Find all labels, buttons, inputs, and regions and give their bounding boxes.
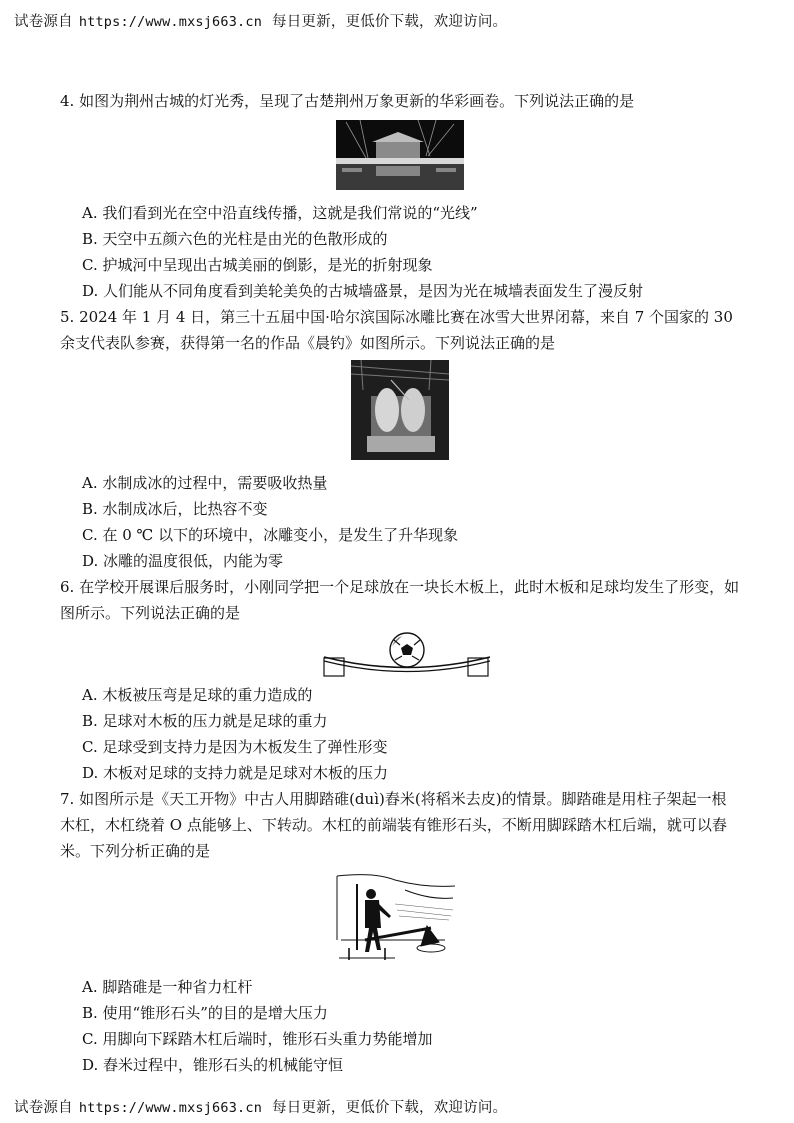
question-5-figure	[60, 360, 740, 460]
page-footer	[14, 1096, 507, 1117]
question-6-option-b: B. 足球对木板的压力就是足球的重力	[82, 712, 328, 730]
question-4-option-b: B. 天空中五颜六色的光柱是由光的色散形成的	[82, 230, 388, 248]
header-url-link[interactable]: https://www.mxsj663.cn	[78, 14, 263, 30]
football-on-board-diagram	[322, 628, 492, 678]
question-4-option-d: D. 人们能从不同角度看到美轮美奂的古城墙盛景，是因为光在城墙表面发生了漫反射	[82, 282, 644, 300]
question-6-option-a: A. 木板被压弯是足球的重力造成的	[82, 686, 313, 704]
question-5-option-b: B. 水制成冰后，比热容不变	[82, 500, 268, 518]
question-4	[60, 88, 740, 304]
page-header	[14, 10, 507, 31]
question-4-option-a: A. 我们看到光在空中沿直线传播，这就是我们常说的“光线”	[82, 204, 478, 222]
question-4-figure	[60, 120, 740, 190]
question-6	[60, 574, 740, 786]
question-7	[60, 786, 740, 1078]
question-5-option-c: C. 在 0 ℃ 以下的环境中，冰雕变小，是发生了升华现象	[82, 526, 459, 544]
foot-pestle-illustration	[335, 870, 457, 966]
question-6-figure	[60, 628, 740, 678]
question-5-stem: 5. 2024 年 1 月 4 日，第三十五届中国·哈尔滨国际冰雕比赛在冰雪大世界闭幕，来自 7 个国家的 30 余支代表队参赛，获得第一名的作品《晨钓》如图所示。下列说法正确的是	[60, 308, 733, 352]
question-7-option-b: B. 使用“锥形石头”的目的是增大压力	[82, 1004, 328, 1022]
question-5-option-a: A. 水制成冰的过程中，需要吸收热量	[82, 474, 328, 492]
question-4-stem: 4. 如图为荆州古城的灯光秀，呈现了古楚荆州万象更新的华彩画卷。下列说法正确的是	[60, 92, 635, 110]
question-5	[60, 304, 740, 574]
question-7-figure	[60, 870, 740, 966]
ice-sculpture-photo	[351, 360, 449, 460]
question-5-option-d: D. 冰雕的温度很低，内能为零	[82, 552, 284, 570]
question-7-option-a: A. 脚踏碓是一种省力杠杆	[82, 978, 253, 996]
question-7-option-c: C. 用脚向下踩踏木杠后端时，锥形石头重力势能增加	[82, 1030, 433, 1048]
question-7-stem: 7. 如图所示是《天工开物》中古人用脚踏碓(duì)舂米(将稻米去皮)的情景。脚踏碓是用柱子架起一根木杠，木杠绕着 O 点能够上、下转动。木杠的前端装有锥形石头，不断用脚踩踏木杠后端，就可以舂米。下列分析正确的是	[60, 790, 727, 860]
question-4-option-c: C. 护城河中呈现出古城美丽的倒影，是光的折射现象	[82, 256, 433, 274]
footer-source-label: 试卷源自	[14, 1100, 73, 1116]
question-6-option-c: C. 足球受到支持力是因为木板发生了弹性形变	[82, 738, 388, 756]
header-slogan: 每日更新，更低价下载，欢迎访问。	[272, 14, 508, 30]
footer-url-link[interactable]: https://www.mxsj663.cn	[78, 1100, 263, 1116]
header-source-label: 试卷源自	[14, 14, 73, 30]
question-6-option-d: D. 木板对足球的支持力就是足球对木板的压力	[82, 764, 389, 782]
question-7-option-d: D. 舂米过程中，锥形石头的机械能守恒	[82, 1056, 344, 1074]
exam-content	[60, 88, 740, 1078]
question-6-stem: 6. 在学校开展课后服务时，小刚同学把一个足球放在一块长木板上，此时木板和足球均发生了形变，如图所示。下列说法正确的是	[60, 578, 740, 622]
light-show-photo	[336, 120, 464, 190]
footer-slogan: 每日更新，更低价下载，欢迎访问。	[272, 1100, 508, 1116]
